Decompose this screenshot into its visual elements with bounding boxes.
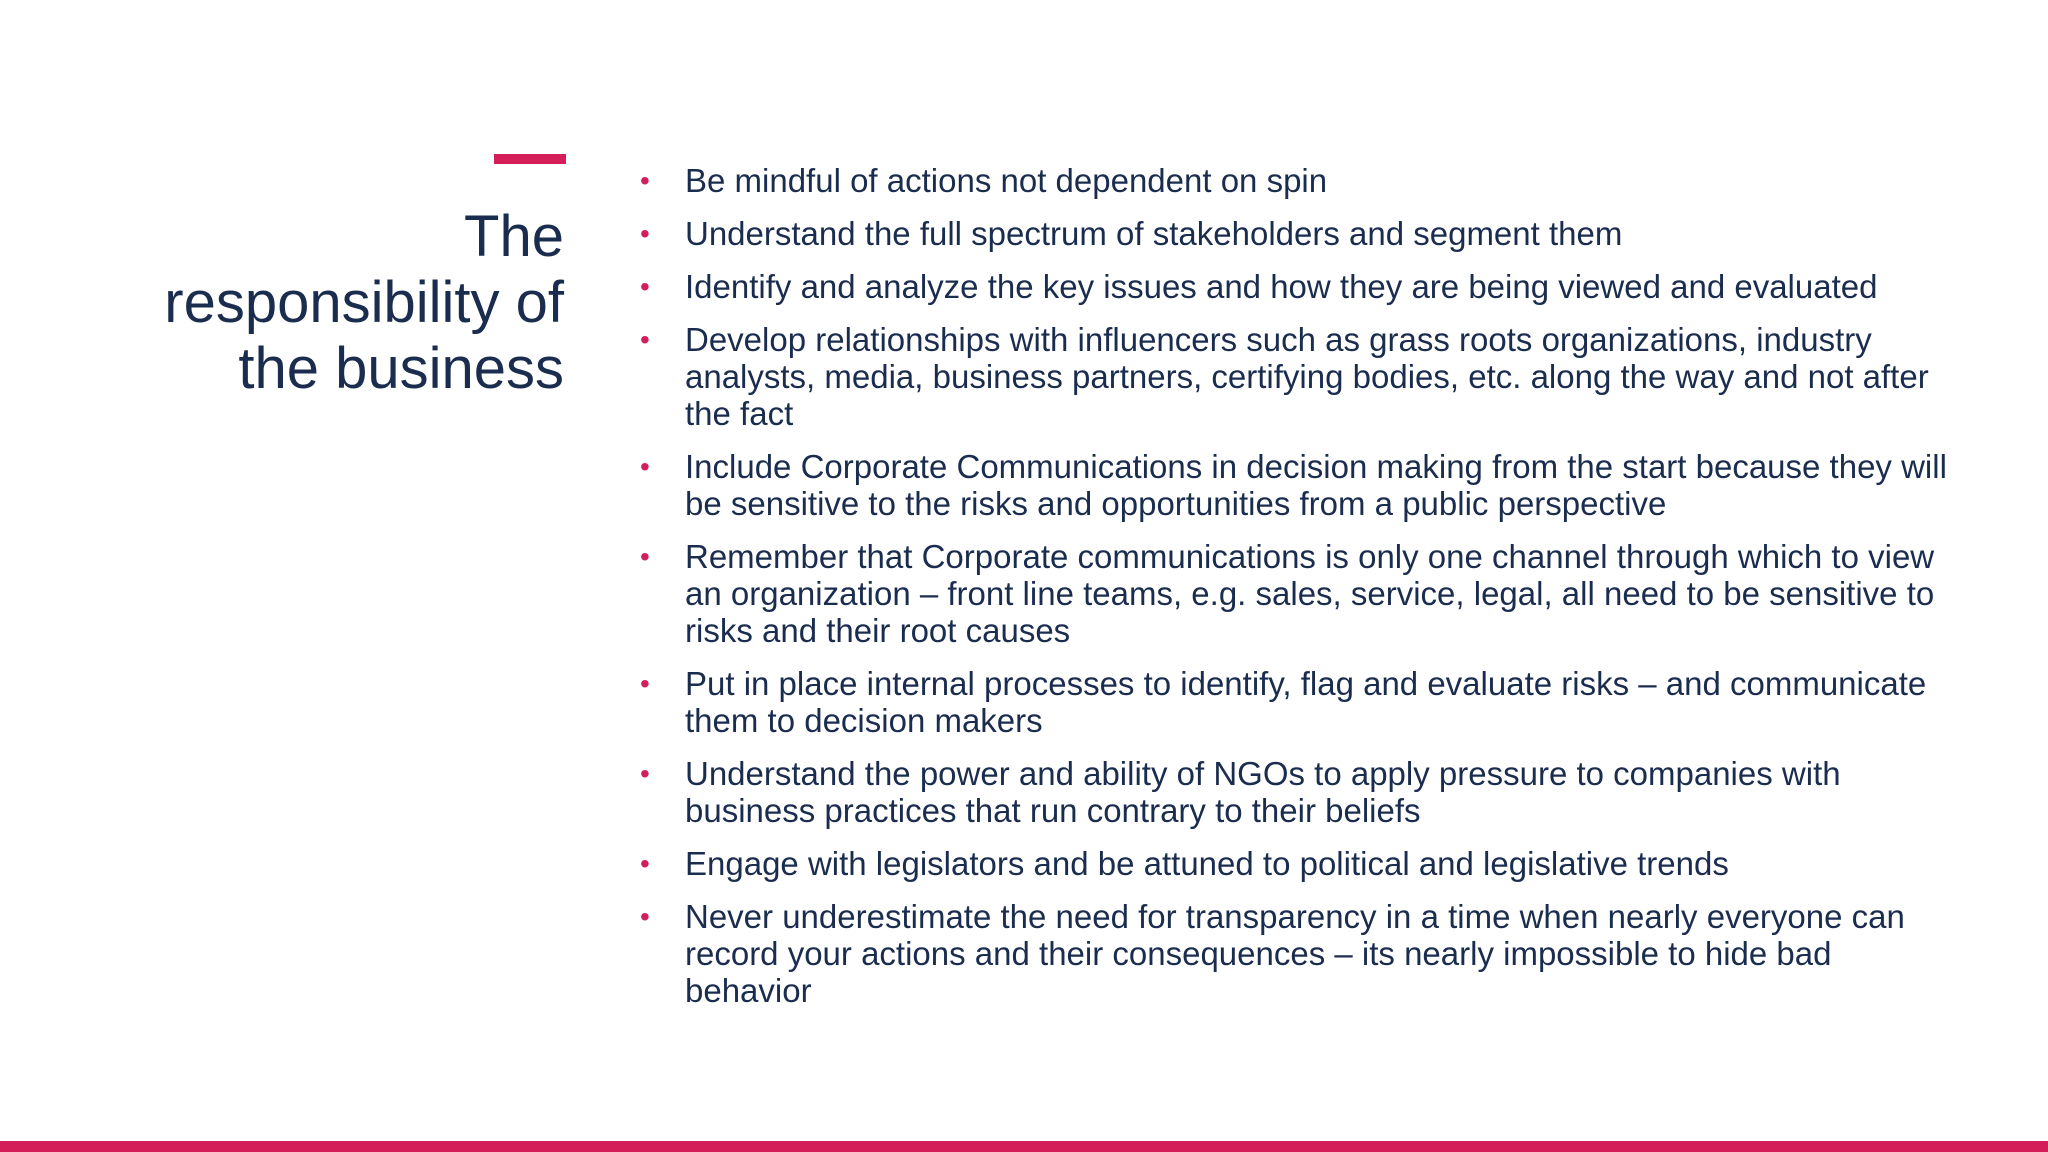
bottom-accent-bar [0,1141,2048,1152]
bullet-dot-icon: • [640,901,650,932]
bullet-item [640,755,1960,829]
bullet-dot-icon: • [640,668,650,699]
bullet-item [640,538,1960,649]
bullet-item [640,898,1960,1009]
bullet-dot-icon: • [640,848,650,879]
title-accent-bar [494,154,566,164]
bullet-text: Put in place internal processes to identify, flag and evaluate risks – and communicate them to decision makers [685,665,1927,739]
bullet-item [640,162,1960,199]
bullet-item [640,215,1960,252]
bullet-text: Identify and analyze the key issues and how they are being viewed and evaluated [685,268,1878,305]
bullet-dot-icon: • [640,324,650,355]
bullet-item [640,845,1960,882]
bullet-dot-icon: • [640,451,650,482]
bullet-text: Develop relationships with influencers such as grass roots organizations, industry analysts, media, business partners, certifying bodies, etc. along the way and not after the fact [685,321,1929,432]
bullet-dot-icon: • [640,165,650,196]
bullet-text: Understand the full spectrum of stakeholders and segment them [685,215,1623,252]
bullet-dot-icon: • [640,218,650,249]
bullet-item [640,665,1960,739]
bullet-dot-icon: • [640,758,650,789]
bullet-item [640,321,1960,432]
slide-title: The responsibility of the business [164,204,564,401]
bullet-dot-icon: • [640,271,650,302]
bullet-list [640,162,1960,1025]
bullet-text: Include Corporate Communications in decision making from the start because they will be sensitive to the risks and opportunities from a public perspective [685,448,1947,522]
bullet-text: Never underestimate the need for transparency in a time when nearly everyone can record your actions and their consequences – its nearly impossible to hide bad behavior [685,898,1905,1009]
bullet-text: Understand the power and ability of NGOs to apply pressure to companies with business practices that run contrary to their beliefs [685,755,1841,829]
bullet-item [640,268,1960,305]
bullet-text: Engage with legislators and be attuned to political and legislative trends [685,845,1729,882]
bullet-text: Be mindful of actions not dependent on spin [685,162,1328,199]
bullet-dot-icon: • [640,541,650,572]
bullet-text: Remember that Corporate communications is only one channel through which to view an organization – front line teams, e.g. sales, service, legal, all need to be sensitive to risks and their root causes [685,538,1935,649]
bullet-item [640,448,1960,522]
